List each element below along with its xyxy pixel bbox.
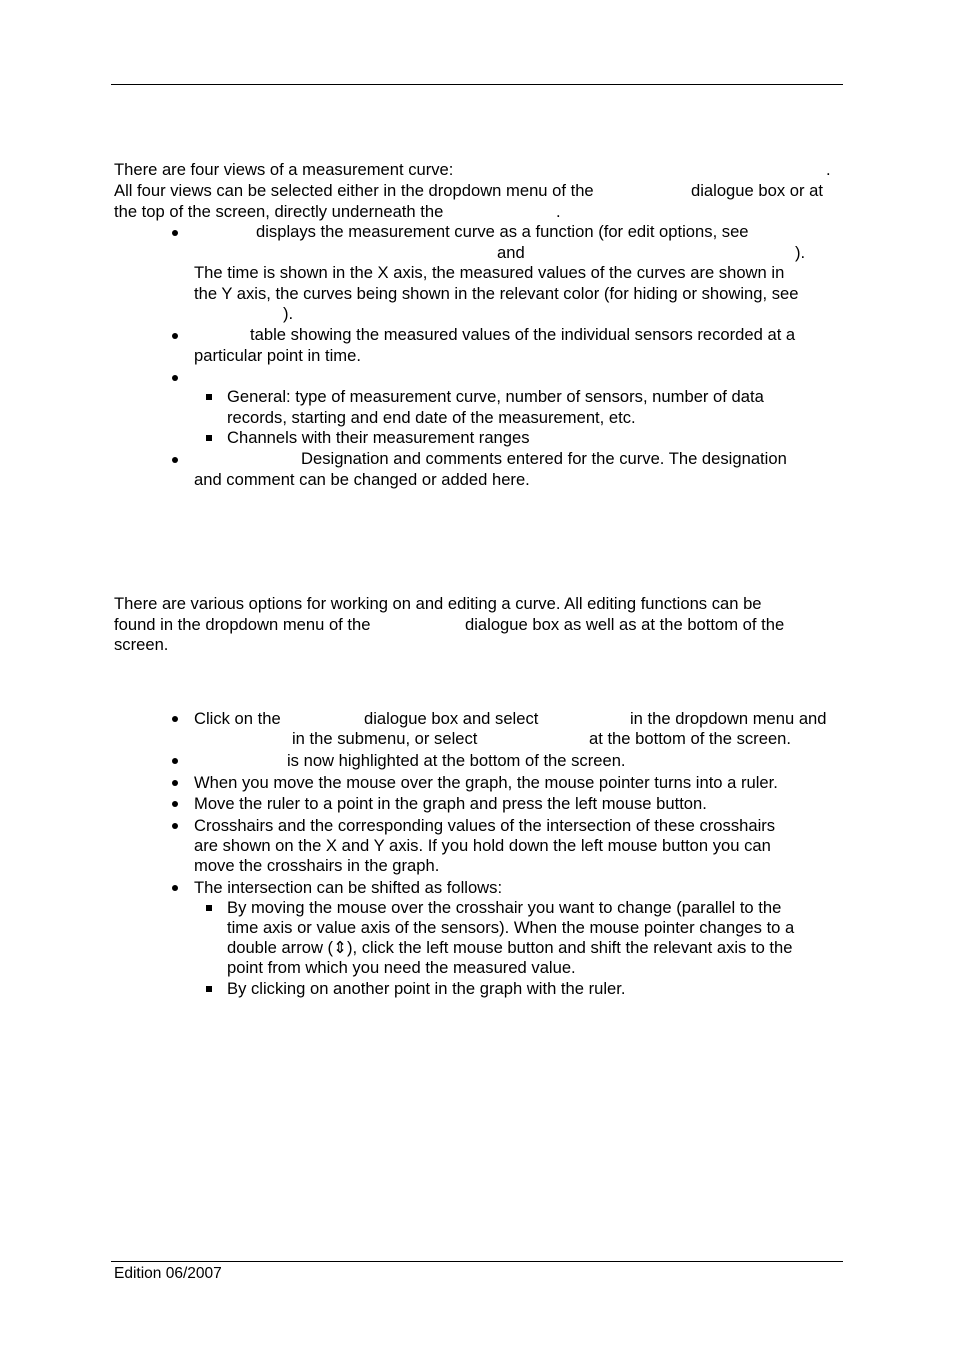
edit-intro-line: found in the dropdown menu of the (114, 615, 371, 634)
graph-item-text: The time is shown in the X axis, the measured values of the curves are shown in (194, 263, 785, 282)
comment-item-text: and comment can be changed or added here. (194, 470, 530, 489)
intro-line: All four views can be selected either in the dropdown menu of the (114, 181, 594, 200)
step-text: Click on the (194, 709, 281, 728)
step-text: When you move the mouse over the graph, the mouse pointer turns into a ruler. (194, 773, 778, 792)
square-bullet-icon (206, 905, 212, 911)
edit-intro-line: dialogue box as well as at the bottom of the (465, 615, 785, 634)
bullet-icon (172, 375, 178, 381)
step-text: in the submenu, or select (292, 729, 478, 748)
bullet-icon (172, 780, 178, 786)
info-subitem-text: records, starting and end date of the measurement, etc. (227, 408, 636, 427)
shift-subitem-text: By clicking on another point in the graph with the ruler. (227, 979, 626, 998)
step-text: dialogue box and select (364, 709, 539, 728)
intro-line: There are four views of a measurement curve: (114, 160, 454, 179)
shift-subitem-text: point from which you need the measured value. (227, 958, 576, 977)
shift-subitem-text: time axis or value axis of the sensors). When the mouse pointer changes to a (227, 918, 795, 937)
info-subitem-text: Channels with their measurement ranges (227, 428, 530, 447)
header-rule (111, 84, 843, 85)
graph-item-text: ). (283, 304, 294, 323)
step-text: move the crosshairs in the graph. (194, 856, 440, 875)
step-text: at the bottom of the screen. (589, 729, 792, 748)
square-bullet-icon (206, 394, 212, 400)
shift-subitem-text: By moving the mouse over the crosshair you want to change (parallel to the (227, 898, 782, 917)
edition-label: Edition 06/2007 (114, 1265, 222, 1282)
intro-line: . (556, 202, 561, 221)
bullet-icon (172, 230, 178, 236)
step-text: Move the ruler to a point in the graph and press the left mouse button. (194, 794, 707, 813)
edit-intro-line: There are various options for working on and editing a curve. All editing functions can be (114, 594, 762, 613)
edit-intro-line: screen. (114, 635, 169, 654)
intro-line: the top of the screen, directly underneath the (114, 202, 444, 221)
graph-item-text: displays the measurement curve as a function (for edit options, see (256, 222, 749, 241)
bullet-icon (172, 333, 178, 339)
graph-item-text: ). (795, 243, 806, 262)
bullet-icon (172, 823, 178, 829)
bullet-icon (172, 716, 178, 722)
bullet-icon (172, 457, 178, 463)
step-text: is now highlighted at the bottom of the screen. (287, 751, 626, 770)
step-text: Crosshairs and the corresponding values of the intersection of these crosshairs (194, 816, 776, 835)
comment-item-text: Designation and comments entered for the curve. The designation (301, 449, 787, 468)
step-text: are shown on the X and Y axis. If you hold down the left mouse button you can (194, 836, 771, 855)
graph-item-text: and (497, 243, 525, 262)
intro-line: dialogue box or at (691, 181, 823, 200)
footer-rule (111, 1261, 843, 1262)
info-subitem-text: General: type of measurement curve, number of sensors, number of data (227, 387, 764, 406)
square-bullet-icon (206, 986, 212, 992)
bullet-icon (172, 758, 178, 764)
graph-item-text: the Y axis, the curves being shown in the relevant color (for hiding or showing, see (194, 284, 799, 303)
step-text: in the dropdown menu and (630, 709, 827, 728)
step-text: The intersection can be shifted as follows: (194, 878, 503, 897)
shift-subitem-text: double arrow (⇕), click the left mouse button and shift the relevant axis to the (227, 938, 793, 957)
table-item-text: particular point in time. (194, 346, 361, 365)
table-item-text: table showing the measured values of the individual sensors recorded at a (250, 325, 796, 344)
square-bullet-icon (206, 435, 212, 441)
bullet-icon (172, 885, 178, 891)
bullet-icon (172, 801, 178, 807)
intro-line: . (826, 160, 831, 179)
